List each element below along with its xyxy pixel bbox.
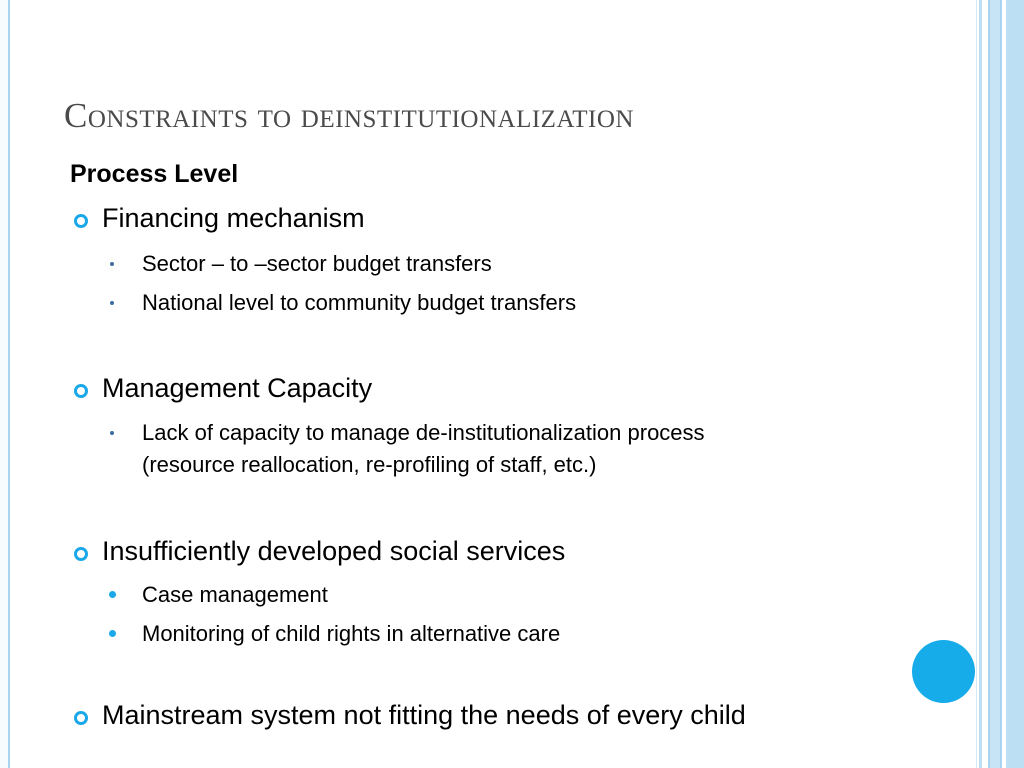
ring-bullet-icon bbox=[74, 547, 88, 561]
left-frame-border bbox=[0, 0, 10, 768]
dot-bullet-icon bbox=[109, 630, 116, 637]
dot-bullet-icon bbox=[110, 301, 114, 305]
subitem-text: Sector – to –sector budget transfers bbox=[142, 251, 492, 276]
subitem-text: Lack of capacity to manage de-institutionalization process bbox=[142, 420, 705, 445]
bullet-text: Management Capacity bbox=[102, 373, 373, 403]
dot-bullet-icon bbox=[110, 262, 114, 266]
right-frame-stripes bbox=[976, 0, 1024, 768]
slide-title: Constraints to deinstitutionalization bbox=[64, 96, 634, 135]
ring-bullet-icon bbox=[74, 711, 88, 725]
subitem-text: (resource reallocation, re-profiling of staff, etc.) bbox=[142, 452, 597, 477]
subitem-text: Monitoring of child rights in alternative care bbox=[142, 621, 561, 646]
ring-bullet-icon bbox=[74, 214, 88, 228]
bullet-text: Mainstream system not fitting the needs of every child bbox=[102, 700, 746, 730]
dot-bullet-icon bbox=[110, 431, 114, 435]
subitem-text: Case management bbox=[142, 582, 328, 607]
bullet-text: Financing mechanism bbox=[102, 203, 365, 233]
decorative-circle bbox=[912, 640, 975, 703]
bullet-text: Insufficiently developed social services bbox=[102, 536, 566, 566]
section-label: Process Level bbox=[70, 160, 239, 188]
dot-bullet-icon bbox=[109, 591, 116, 598]
subitem-text: National level to community budget transfers bbox=[142, 290, 577, 315]
ring-bullet-icon bbox=[74, 384, 88, 398]
